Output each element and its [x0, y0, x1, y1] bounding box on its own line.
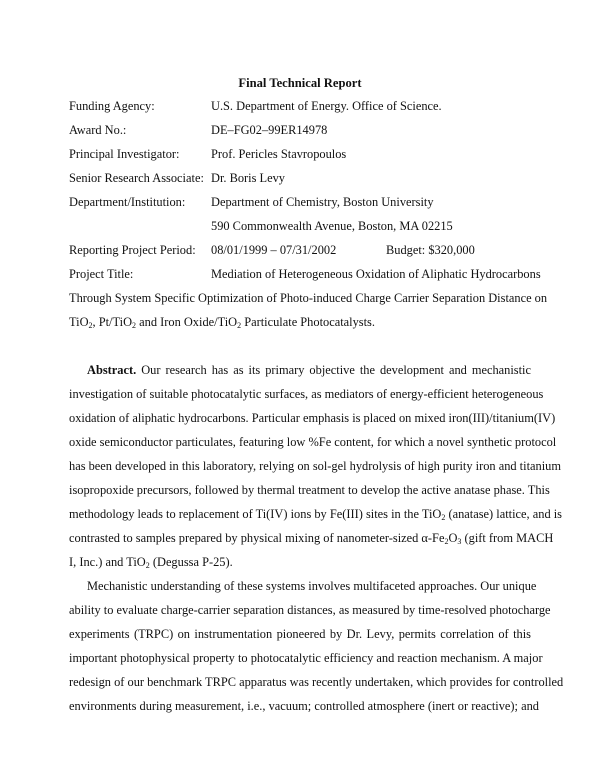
award-no-value: DE–FG02–99ER14978: [211, 123, 328, 137]
dept-value-line2: 590 Commonwealth Avenue, Boston, MA 02215: [211, 219, 453, 233]
paragraph2-line-5: redesign of our benchmark TRPC apparatus was recently undertaken, which provides for controlled: [69, 675, 564, 689]
period-value: 08/01/1999 – 07/31/2002: [211, 243, 337, 257]
dept-value-line1: Department of Chemistry, Boston University: [211, 195, 434, 209]
project-title-line3: TiO$_2$, Pt/TiO$_2$ and Iron Oxide/TiO$_2$ Particulate Photocatalysts.: [69, 315, 375, 330]
dept-label: Department/Institution:: [69, 195, 186, 209]
project-title-line1: Mediation of Heterogeneous Oxidation of Aliphatic Hydrocarbons: [211, 267, 541, 281]
funding-agency-label: Funding Agency:: [69, 99, 155, 113]
period-label: Reporting Project Period:: [69, 243, 196, 257]
report-title: Final Technical Report: [238, 76, 362, 90]
abstract-heading: Abstract.: [87, 363, 137, 377]
abstract-line-5: has been developed in this laboratory, relying on sol-gel hydrolysis of high purity iron and titanium: [69, 459, 561, 473]
abstract-line-1: Abstract. Our research has as its primary objective the development and mechanistic: [87, 363, 531, 377]
abstract-line-6: isopropoxide precursors, followed by thermal treatment to develop the active anatase phase. This: [69, 483, 550, 497]
abstract-line-4: oxide semiconductor particulates, featuring low %Fe content, for which a novel synthetic protocol: [69, 435, 557, 449]
abstract-line-3: oxidation of aliphatic hydrocarbons. Particular emphasis is placed on mixed iron(III)/titanium(IV): [69, 411, 556, 425]
award-no-label: Award No.:: [69, 123, 127, 137]
project-title-label: Project Title:: [69, 267, 134, 281]
paragraph2-line-4: important photophysical property to photocatalytic efficiency and reaction mechanism. A major: [69, 651, 543, 665]
abstract-line-7: methodology leads to replacement of Ti(IV) ions by Fe(III) sites in the TiO$_2$ (anatase) lattice, and is: [69, 507, 562, 522]
project-title-line2: Through System Specific Optimization of Photo-induced Charge Carrier Separation Distance on: [69, 291, 548, 305]
funding-agency-value: U.S. Department of Energy. Office of Science.: [211, 99, 442, 113]
paragraph2-line-1: Mechanistic understanding of these systems involves multifaceted approaches. Our unique: [87, 579, 537, 593]
abstract-line-2: investigation of suitable photocatalytic surfaces, as mediators of energy-efficient heterogeneous: [69, 387, 544, 401]
abstract-line-8: contrasted to samples prepared by physical mixing of nanometer-sized $\alpha-Fe_2O_3$ (gift from MACH: [69, 531, 554, 546]
pi-label: Principal Investigator:: [69, 147, 180, 161]
sra-label: Senior Research Associate:: [69, 171, 204, 185]
field-project-title: [69, 265, 541, 283]
sra-value: Dr. Boris Levy: [211, 171, 285, 185]
pi-value: Prof. Pericles Stavropoulos: [211, 147, 347, 161]
paragraph2-line-3: experiments (TRPC) on instrumentation pioneered by Dr. Levy, permits correlation of this: [69, 627, 531, 641]
paragraph2-line-6: environments during measurement, i.e., vacuum; controlled atmosphere (inert or reactive); and: [69, 699, 539, 713]
budget-value: Budget: $320,000: [386, 243, 475, 257]
paragraph2-line-2: ability to evaluate charge-carrier separation distances, as measured by time-resolved photocharge: [69, 603, 551, 617]
abstract-line-9: I, Inc.) and TiO$_2$ (Degussa P-25).: [69, 555, 233, 570]
